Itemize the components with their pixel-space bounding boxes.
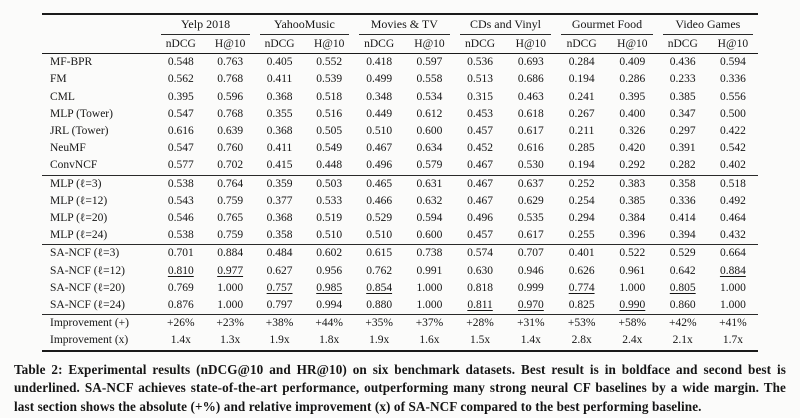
metric-value: 0.990 xyxy=(619,299,646,312)
metric-value: 0.596 xyxy=(217,90,244,103)
group-header-row xyxy=(42,14,758,35)
metric-value: 0.385 xyxy=(669,90,696,103)
metric-value: 0.492 xyxy=(719,194,746,207)
metric-header-0-0: nDCG xyxy=(156,35,205,54)
metric-value: 1.4x xyxy=(520,334,541,347)
metric-value: 0.400 xyxy=(619,107,646,120)
method-label: FM xyxy=(50,73,67,86)
metric-value: 0.411 xyxy=(266,73,293,86)
metric-value: 0.762 xyxy=(366,264,393,277)
metric-value: 0.292 xyxy=(619,159,646,172)
metric-value: 0.405 xyxy=(266,56,293,69)
metric-header-1-0: nDCG xyxy=(255,35,305,54)
metric-value: 0.409 xyxy=(619,56,646,69)
metric-value: 0.466 xyxy=(366,194,393,207)
method-label: MF-BPR xyxy=(50,56,93,69)
metric-header-2-1: H@10 xyxy=(404,35,454,54)
metric-value: +23% xyxy=(205,315,254,333)
metric-value: 0.510 xyxy=(316,229,343,242)
metric-value: 0.516 xyxy=(316,107,343,120)
dataset-group-label: YahooMusic xyxy=(260,17,349,35)
metric-value: 0.664 xyxy=(708,245,758,263)
method-label: MLP (ℓ=12) xyxy=(50,194,108,207)
metric-header-0-1: H@10 xyxy=(205,35,254,54)
metric-value: 0.977 xyxy=(217,264,244,277)
metric-value: 1.000 xyxy=(217,299,244,312)
metric-value: 0.267 xyxy=(568,107,595,120)
metric-value: 0.617 xyxy=(517,125,544,138)
metric-value: 0.768 xyxy=(217,73,244,86)
metric-value: 0.396 xyxy=(619,229,646,242)
metric-value: 0.686 xyxy=(517,73,544,86)
metric-value: 0.391 xyxy=(669,142,696,155)
metric-value: 0.765 xyxy=(217,212,244,225)
metric-value: 0.597 xyxy=(416,56,443,69)
metric-value: 0.634 xyxy=(416,142,443,155)
corner-cell-2 xyxy=(42,35,156,54)
metric-value: 0.961 xyxy=(619,264,646,277)
dataset-group-header-0 xyxy=(156,14,255,35)
metric-value: 0.336 xyxy=(669,194,696,207)
metric-value: 0.600 xyxy=(416,125,443,138)
results-table xyxy=(42,13,758,352)
metric-value: 0.420 xyxy=(619,142,646,155)
table-row-improvement xyxy=(42,315,758,333)
metric-value: 0.347 xyxy=(669,107,696,120)
metric-value: 0.632 xyxy=(416,194,443,207)
metric-value: 0.574 xyxy=(455,245,506,263)
method-label: SA-NCF (ℓ=24) xyxy=(50,299,125,312)
metric-value: 0.617 xyxy=(517,229,544,242)
metric-value: 0.627 xyxy=(266,264,293,277)
method-label: JRL (Tower) xyxy=(50,125,109,138)
table-row-baselines xyxy=(42,123,758,140)
metric-value: 0.467 xyxy=(467,194,493,207)
metric-value: 0.991 xyxy=(416,264,443,277)
metric-value: 0.548 xyxy=(167,56,194,69)
metric-value: 1.000 xyxy=(619,281,646,294)
metric-value: 0.616 xyxy=(517,142,544,155)
metric-value: 0.876 xyxy=(167,299,194,312)
metric-value: 0.860 xyxy=(669,299,696,312)
metric-value: 0.774 xyxy=(568,281,595,294)
metric-value: +35% xyxy=(354,315,404,333)
metric-value: 0.453 xyxy=(467,107,493,120)
metric-value: 0.642 xyxy=(669,264,696,277)
metric-value: 0.500 xyxy=(719,107,746,120)
metric-value: 0.764 xyxy=(205,175,254,193)
metric-value: 0.884 xyxy=(719,264,746,277)
metric-value: 0.631 xyxy=(404,175,454,193)
metric-value: 0.529 xyxy=(658,245,708,263)
metric-value: 1.6x xyxy=(419,334,440,347)
table-row-sa-ncf xyxy=(42,280,758,297)
metric-value: 0.496 xyxy=(467,212,493,225)
metric-value: 0.579 xyxy=(416,159,443,172)
metric-value: 0.252 xyxy=(556,175,607,193)
metric-value: 0.467 xyxy=(455,175,506,193)
metric-value: 0.546 xyxy=(167,212,194,225)
metric-value: 0.522 xyxy=(607,245,658,263)
metric-value: 0.496 xyxy=(366,159,393,172)
metric-value: 0.411 xyxy=(266,142,293,155)
metric-value: +42% xyxy=(658,315,708,333)
metric-header-5-0: nDCG xyxy=(658,35,708,54)
metric-value: 0.368 xyxy=(266,125,293,138)
metric-value: 0.285 xyxy=(568,142,595,155)
metric-value: +31% xyxy=(505,315,556,333)
metric-value: 0.825 xyxy=(568,299,595,312)
metric-value: 0.449 xyxy=(366,107,393,120)
metric-value: 0.538 xyxy=(156,175,205,193)
metric-value: 0.358 xyxy=(266,229,293,242)
metric-value: 0.211 xyxy=(568,125,595,138)
metric-value: 0.768 xyxy=(217,107,244,120)
metric-value: 0.542 xyxy=(719,142,746,155)
metric-value: 0.465 xyxy=(354,175,404,193)
metric-value: 0.615 xyxy=(354,245,404,263)
metric-value: 0.484 xyxy=(255,245,305,263)
metric-value: 1.000 xyxy=(719,281,746,294)
metric-value: 0.956 xyxy=(316,264,343,277)
metric-header-1-1: H@10 xyxy=(304,35,354,54)
metric-value: +37% xyxy=(404,315,454,333)
method-label: SA-NCF (ℓ=20) xyxy=(50,281,125,294)
metric-value: 0.452 xyxy=(467,142,493,155)
method-label: MLP (Tower) xyxy=(50,107,113,120)
metric-value: 0.510 xyxy=(366,125,393,138)
metric-value: 0.999 xyxy=(517,281,544,294)
metric-value: 0.536 xyxy=(467,56,493,69)
method-label: SA-NCF (ℓ=3) xyxy=(42,245,156,263)
metric-value: 0.702 xyxy=(217,159,244,172)
metric-value: 2.8x xyxy=(571,334,592,347)
metric-value: 0.254 xyxy=(568,194,595,207)
dataset-group-header-3 xyxy=(455,14,557,35)
dataset-group-header-5 xyxy=(658,14,758,35)
metric-value: 1.000 xyxy=(416,299,443,312)
table-head xyxy=(42,14,758,54)
metric-value: 0.946 xyxy=(517,264,544,277)
table-row-baselines xyxy=(42,157,758,175)
metric-value: 0.529 xyxy=(366,212,393,225)
method-label: MLP (ℓ=3) xyxy=(42,175,156,193)
metric-value: +26% xyxy=(156,315,205,333)
method-label: MLP (ℓ=24) xyxy=(50,229,108,242)
metric-value: +38% xyxy=(255,315,305,333)
metric-value: 0.326 xyxy=(619,125,646,138)
metric-value: 0.284 xyxy=(568,56,595,69)
metric-value: 0.970 xyxy=(517,299,544,312)
table-row-sa-ncf xyxy=(42,245,758,263)
metric-value: 0.530 xyxy=(517,159,544,172)
table-row-baselines xyxy=(42,89,758,106)
metric-value: 0.760 xyxy=(217,142,244,155)
metric-value: 0.418 xyxy=(366,56,393,69)
metric-value: +53% xyxy=(556,315,607,333)
dataset-group-label: Movies & TV xyxy=(359,17,450,35)
table-body xyxy=(42,54,758,351)
metric-header-5-1: H@10 xyxy=(708,35,758,54)
metric-value: 0.533 xyxy=(316,194,343,207)
metric-value: 0.518 xyxy=(708,175,758,193)
metric-value: 1.000 xyxy=(719,299,746,312)
metric-value: 1.9x xyxy=(269,334,290,347)
metric-value: 0.880 xyxy=(366,299,393,312)
metric-value: +44% xyxy=(304,315,354,333)
metric-header-2-0: nDCG xyxy=(354,35,404,54)
metric-value: 0.194 xyxy=(568,73,595,86)
metric-value: 0.503 xyxy=(304,175,354,193)
metric-value: 0.294 xyxy=(568,212,595,225)
metric-value: 0.385 xyxy=(619,194,646,207)
metric-value: 0.538 xyxy=(167,229,194,242)
metric-value: 0.359 xyxy=(255,175,305,193)
metric-value: 0.805 xyxy=(669,281,696,294)
method-label: SA-NCF (ℓ=12) xyxy=(50,264,125,277)
metric-value: 1.9x xyxy=(369,334,390,347)
metric-header-row xyxy=(42,35,758,54)
metric-value: 0.194 xyxy=(568,159,595,172)
metric-value: 2.4x xyxy=(622,334,643,347)
metric-value: 0.994 xyxy=(316,299,343,312)
method-label: NeuMF xyxy=(50,142,86,155)
metric-value: 0.255 xyxy=(568,229,595,242)
metric-header-4-0: nDCG xyxy=(556,35,607,54)
metric-value: 0.505 xyxy=(316,125,343,138)
metric-value: 0.534 xyxy=(416,90,443,103)
dataset-group-label: Gourmet Food xyxy=(561,17,652,35)
metric-value: 0.519 xyxy=(316,212,343,225)
metric-value: 0.395 xyxy=(167,90,194,103)
metric-value: 0.693 xyxy=(517,56,544,69)
metric-value: 0.600 xyxy=(416,229,443,242)
metric-value: 0.518 xyxy=(316,90,343,103)
metric-value: 0.539 xyxy=(316,73,343,86)
metric-value: 1.3x xyxy=(220,334,241,347)
metric-value: 0.467 xyxy=(467,159,493,172)
metric-value: 1.7x xyxy=(722,334,743,347)
metric-value: 0.738 xyxy=(404,245,454,263)
dataset-group-header-2 xyxy=(354,14,455,35)
metric-value: 0.233 xyxy=(669,73,696,86)
dataset-group-header-1 xyxy=(255,14,354,35)
dataset-group-label: Video Games xyxy=(663,17,753,35)
metric-value: 0.549 xyxy=(316,142,343,155)
metric-value: 0.368 xyxy=(266,212,293,225)
table-caption: Table 2: Experimental results (nDCG@10 and HR@10) on six benchmark datasets. Best result is in boldface and second best is underlined. SA-NCF achieves state-of-the-art performance, outperforming many strong neural CF baselines by a wide margin. The last section shows the absolute (+%) and relative improvement (x) of SA-NCF compared to the best performing baseline. xyxy=(14,361,786,415)
metric-value: 0.769 xyxy=(167,281,194,294)
metric-value: 1.000 xyxy=(217,281,244,294)
metric-value: 0.395 xyxy=(619,90,646,103)
metric-value: +58% xyxy=(607,315,658,333)
results-table-wrap xyxy=(42,13,758,352)
method-label: ConvNCF xyxy=(50,159,98,172)
metric-header-3-1: H@10 xyxy=(505,35,556,54)
metric-value: 0.612 xyxy=(416,107,443,120)
metric-value: 0.467 xyxy=(366,142,393,155)
table-row-baselines xyxy=(42,140,758,157)
metric-value: 0.241 xyxy=(568,90,595,103)
metric-value: 0.757 xyxy=(266,281,293,294)
metric-value: 1.8x xyxy=(319,334,340,347)
table-row-mlp-depth xyxy=(42,227,758,245)
metric-value: 0.436 xyxy=(669,56,696,69)
method-label: Improvement (+) xyxy=(42,315,156,333)
table-row-baselines xyxy=(42,106,758,123)
method-label: Improvement (x) xyxy=(50,334,129,347)
metric-value: 1.000 xyxy=(416,281,443,294)
metric-value: 0.797 xyxy=(266,299,293,312)
metric-value: 0.457 xyxy=(467,229,493,242)
metric-value: 0.985 xyxy=(316,281,343,294)
table-row-sa-ncf xyxy=(42,263,758,280)
metric-value: 0.394 xyxy=(669,229,696,242)
metric-value: 0.377 xyxy=(266,194,293,207)
metric-value: 0.759 xyxy=(217,194,244,207)
metric-value: 1.4x xyxy=(170,334,191,347)
dataset-group-label: CDs and Vinyl xyxy=(460,17,552,35)
table-row-baselines xyxy=(42,54,758,72)
metric-value: 0.763 xyxy=(217,56,244,69)
metric-value: 0.618 xyxy=(517,107,544,120)
metric-value: 0.422 xyxy=(719,125,746,138)
metric-value: 0.810 xyxy=(167,264,194,277)
table-row-mlp-depth xyxy=(42,193,758,210)
metric-value: 0.558 xyxy=(416,73,443,86)
metric-value: 0.336 xyxy=(719,73,746,86)
metric-value: 0.577 xyxy=(167,159,194,172)
metric-value: 0.707 xyxy=(505,245,556,263)
metric-value: 0.513 xyxy=(467,73,493,86)
metric-value: 0.286 xyxy=(619,73,646,86)
metric-value: 0.383 xyxy=(607,175,658,193)
metric-value: 0.297 xyxy=(669,125,696,138)
metric-value: 1.5x xyxy=(469,334,491,347)
metric-value: 0.282 xyxy=(669,159,696,172)
metric-value: 0.759 xyxy=(217,229,244,242)
metric-value: 0.630 xyxy=(467,264,493,277)
table-row-sa-ncf xyxy=(42,297,758,315)
metric-value: +28% xyxy=(455,315,506,333)
metric-value: 0.629 xyxy=(517,194,544,207)
table-row-mlp-depth xyxy=(42,210,758,227)
metric-value: 0.415 xyxy=(266,159,293,172)
metric-value: 0.594 xyxy=(416,212,443,225)
metric-value: 0.552 xyxy=(316,56,343,69)
metric-value: 0.547 xyxy=(167,107,194,120)
metric-value: 0.414 xyxy=(669,212,696,225)
metric-value: +41% xyxy=(708,315,758,333)
metric-value: 0.547 xyxy=(167,142,194,155)
metric-value: 0.368 xyxy=(266,90,293,103)
metric-value: 0.315 xyxy=(467,90,493,103)
metric-value: 0.510 xyxy=(366,229,393,242)
table-row-mlp-depth xyxy=(42,175,758,193)
table-row-baselines xyxy=(42,71,758,88)
metric-value: 0.637 xyxy=(505,175,556,193)
metric-value: 0.402 xyxy=(719,159,746,172)
metric-value: 0.602 xyxy=(304,245,354,263)
metric-value: 0.384 xyxy=(619,212,646,225)
metric-value: 0.854 xyxy=(366,281,393,294)
metric-value: 0.562 xyxy=(167,73,194,86)
metric-value: 0.355 xyxy=(266,107,293,120)
metric-header-4-1: H@10 xyxy=(607,35,658,54)
metric-value: 0.348 xyxy=(366,90,393,103)
metric-value: 0.432 xyxy=(719,229,746,242)
metric-value: 0.616 xyxy=(167,125,194,138)
metric-value: 2.1x xyxy=(672,334,693,347)
metric-header-3-0: nDCG xyxy=(455,35,506,54)
metric-value: 0.543 xyxy=(167,194,194,207)
corner-cell xyxy=(42,14,156,35)
metric-value: 0.701 xyxy=(156,245,205,263)
metric-value: 0.457 xyxy=(467,125,493,138)
metric-value: 0.358 xyxy=(658,175,708,193)
metric-value: 0.818 xyxy=(467,281,493,294)
metric-value: 0.463 xyxy=(517,90,544,103)
table-row-improvement xyxy=(42,332,758,350)
metric-value: 0.594 xyxy=(719,56,746,69)
method-label: MLP (ℓ=20) xyxy=(50,212,108,225)
dataset-group-label: Yelp 2018 xyxy=(161,17,250,35)
metric-value: 0.884 xyxy=(205,245,254,263)
metric-value: 0.639 xyxy=(217,125,244,138)
metric-value: 0.626 xyxy=(568,264,595,277)
metric-value: 0.464 xyxy=(719,212,746,225)
metric-value: 0.811 xyxy=(467,299,493,312)
metric-value: 0.556 xyxy=(719,90,746,103)
method-label: CML xyxy=(50,90,75,103)
dataset-group-header-4 xyxy=(556,14,657,35)
metric-value: 0.401 xyxy=(556,245,607,263)
metric-value: 0.448 xyxy=(316,159,343,172)
metric-value: 0.535 xyxy=(517,212,544,225)
metric-value: 0.499 xyxy=(366,73,393,86)
